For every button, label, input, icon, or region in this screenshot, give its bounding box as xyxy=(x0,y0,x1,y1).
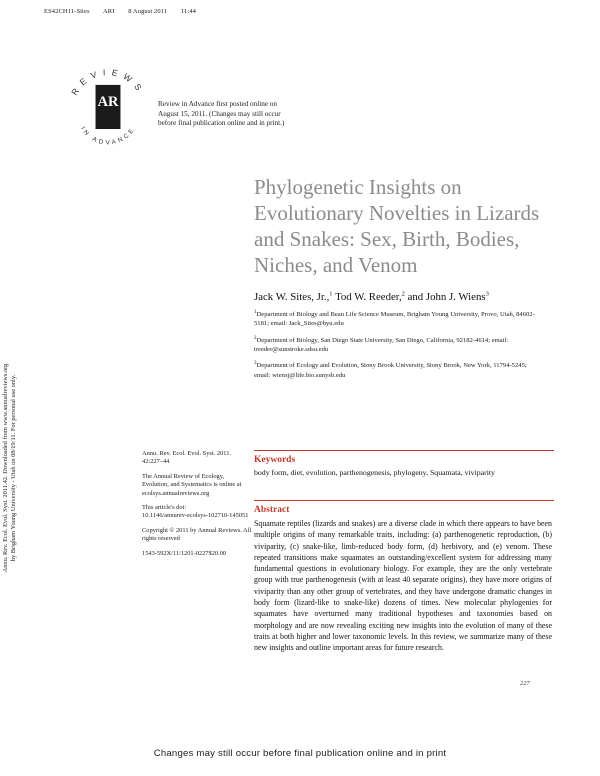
footer-notice: Changes may still occur before final publication online and in print xyxy=(153,748,447,759)
author-list xyxy=(254,290,489,303)
doi-link[interactable]: 10.1146/annurev-ecolsys-102710-145051 xyxy=(142,512,249,520)
svg-text:IN ADVANCE: IN ADVANCE xyxy=(79,125,137,147)
author-2: Tod W. Reeder,$^2$ xyxy=(335,290,405,303)
header-time: 11:44 xyxy=(180,8,196,15)
citation: Annu. Rev. Ecol. Evol. Syst. 2011. 42:227–44 xyxy=(142,450,231,466)
issn: 1543-592X/11/1201-0227$20.00 xyxy=(142,549,227,557)
author-3: and John J. Wiens$^3$ xyxy=(407,290,489,303)
doi: This article's doi: 10.1146/annurev-ecolsys-102710-145051 xyxy=(142,504,249,520)
article-title: Phylogenetic Insights on Evolutionary Novelties in Lizards and Snakes: Sex, Birth, Bodies, Niches, and Venom xyxy=(254,175,540,277)
journal-code: ARI xyxy=(102,8,115,15)
affiliations xyxy=(254,308,544,385)
download-notice-line-1: Annu. Rev. Ecol. Evol. Syst. 2011.42. Downloaded from www.annualreviews.org xyxy=(2,363,9,573)
svg-text:REVIEWS: REVIEWS xyxy=(69,67,147,97)
abstract-heading: Abstract xyxy=(254,505,290,515)
running-header xyxy=(44,8,208,15)
logo-monogram: AR xyxy=(97,94,119,110)
affiliation-1: $^1$Department of Biology and Bean Life Science Museum, Brigham Young University, Provo, Utah, 84602-5181; email: Jack_Sites@byu.edu xyxy=(254,310,535,328)
page-number: 227 xyxy=(520,680,530,687)
affiliation-2: $^2$Department of Biology, San Diego State University, San Diego, California, 92182-4614; email: treeder@sunstroke.sdsu.edu xyxy=(254,335,509,353)
keywords-rule xyxy=(254,450,554,451)
keywords-text: body form, diet, evolution, parthenogenesis, phylogeny, Squamata, viviparity xyxy=(254,468,495,477)
author-1: Jack W. Sites, Jr.,$^1$ xyxy=(254,290,333,303)
header-date: 8 August 2011 xyxy=(128,8,168,15)
abstract-rule xyxy=(254,500,554,501)
article-code: ES42CH11-Sites xyxy=(44,8,90,15)
keywords-heading: Keywords xyxy=(254,455,296,465)
online-notice: The Annual Review of Ecology, Evolution, and Systematics is online at ecolsys.annualreviews.org xyxy=(142,472,242,497)
review-in-advance-notice: Review in Advance first posted online on August 15, 2011. (Changes may still occur before final publication online and in print.) xyxy=(158,100,285,128)
abstract-text: Squamate reptiles (lizards and snakes) are a diverse clade in which there appears to have been multiple origins of many remarkable traits, including: (a) parthenogenetic reproduction, (b) viviparity, (c) snake-like, limb-reduced body form, (d) herbivory, and (e) venom. These repeated transitions make squamates an outstanding/excellent system for addressing many fundamental questions in evolutionary biology. For example, they are the only vertebrate group with true parthenogenesis (with at least 40 separate origins), they have more origins of viviparity than any other group of vertebrates, and they have undergone dramatic changes in body form (lizard-like to snake-like) dozens of times. New molecular phylogenies for squamates have overturned many traditional hypotheses and taxonomies based on morphology and are now revealing exciting new insights into the evolution of many of these traits at both higher and lower taxonomic levels. In this review, we summarize many of these new insights and outline important areas for future research. xyxy=(254,519,552,653)
download-notice-line-2: by Brigham Young University - Utah on 08/19/11. For personal use only. xyxy=(10,374,18,562)
article-metadata xyxy=(142,450,252,564)
affiliation-3: $^3$Department of Ecology and Evolution, Stony Brook University, Stony Brook, New York, 11794-5245; email: wiensj@life.bio.sunysb.edu xyxy=(254,361,527,379)
reviews-in-advance-logo xyxy=(60,58,156,154)
download-notice xyxy=(2,238,24,698)
copyright: Copyright © 2011 by Annual Reviews. All rights reserved xyxy=(142,526,252,543)
